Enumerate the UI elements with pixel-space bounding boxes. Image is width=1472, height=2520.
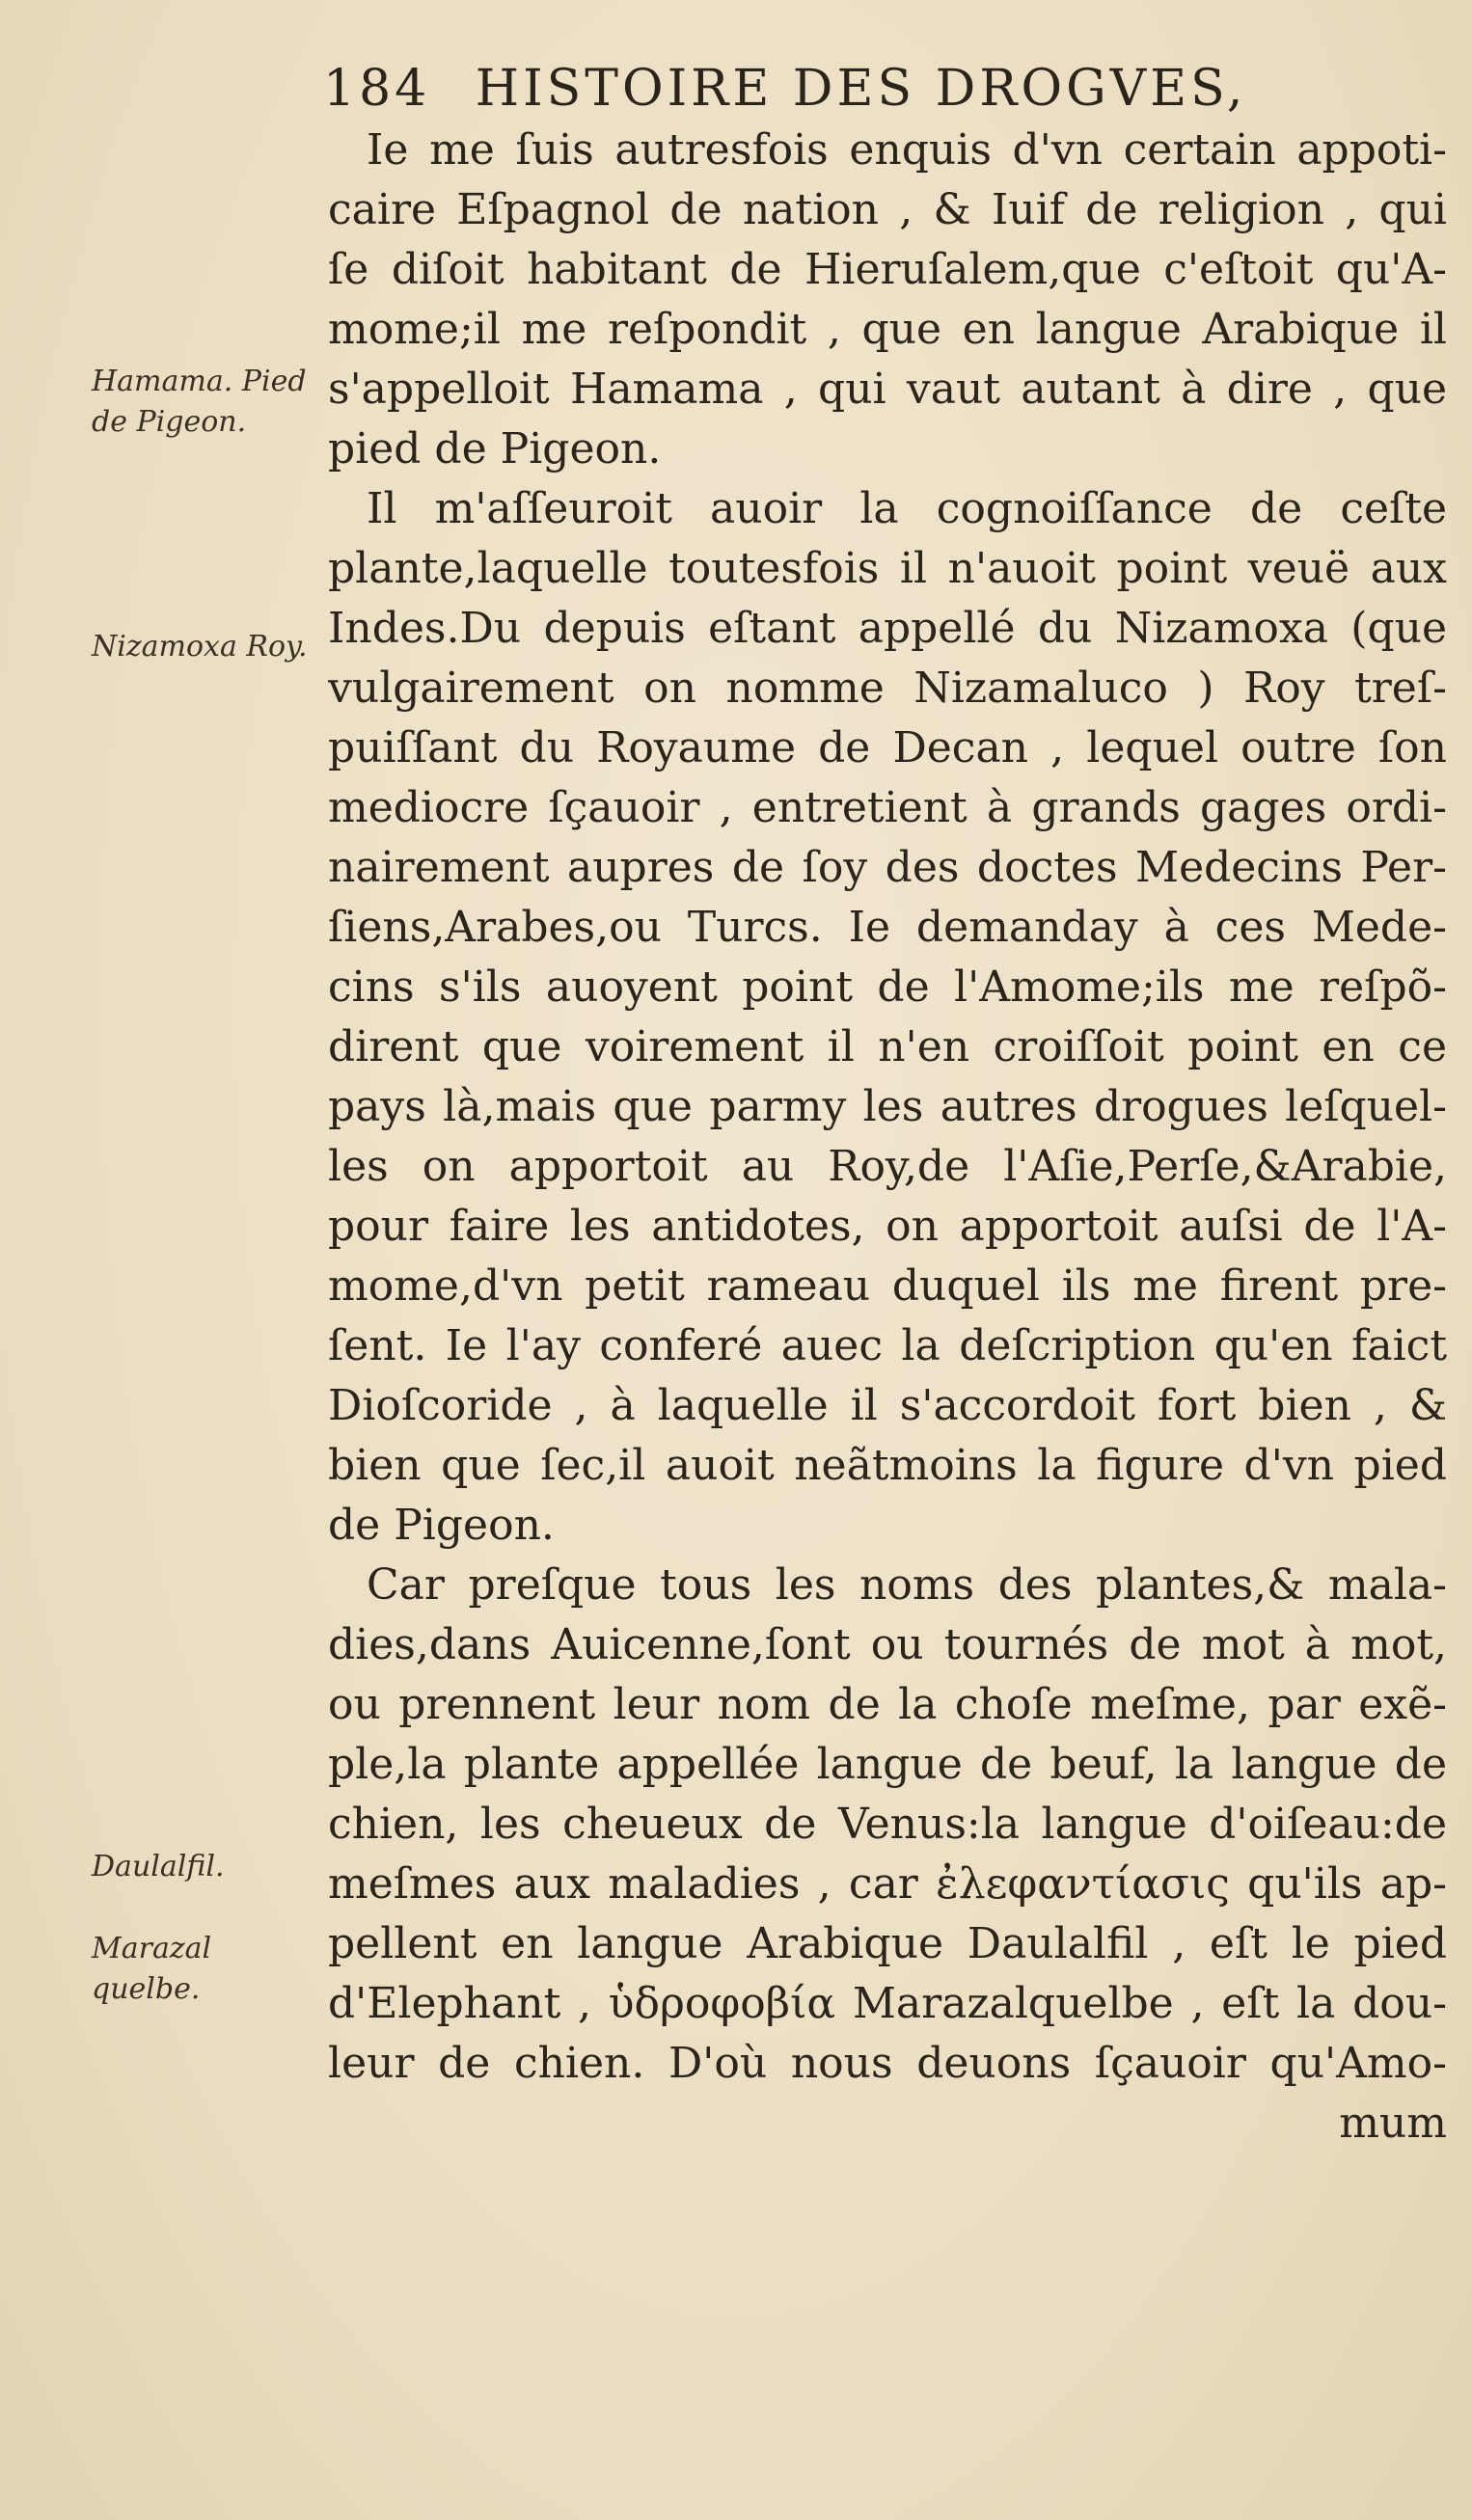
text-line: pays là,mais que parmy les autres drogues leſquel- <box>328 1082 1447 1131</box>
text-line: ple,la plante appellée langue de beuf, la langue de <box>328 1740 1447 1789</box>
text-line: ou prennent leur nom de la choſe meſme, par exẽ- <box>328 1680 1447 1729</box>
margin-note: Marazal quelbe. <box>92 1932 212 2006</box>
margin-note: Daulalfil. <box>92 1850 225 1883</box>
text-line: caire Eſpagnol de nation , & Iuif de religion , qui <box>328 185 1447 234</box>
text-line: mome;il me reſpondit , que en langue Arabique il <box>328 305 1447 354</box>
text-line: Indes.Du depuis eſtant appellé du Nizamoxa (que <box>328 604 1447 653</box>
text-line: pellent en langue Arabique Daulalfil , eſt le pied <box>328 1919 1447 1968</box>
text-line: mome,d'vn petit rameau duquel ils me firent pre- <box>328 1261 1447 1311</box>
text-line: ſiens,Arabes,ou Turcs. Ie demanday à ces Mede- <box>328 903 1447 952</box>
running-title: HISTOIRE DES DROGVES, <box>475 60 1247 118</box>
text-line: puiſſant du Royaume de Decan , lequel outre ſon <box>328 723 1447 772</box>
text-line: vulgairement on nomme Nizamaluco ) Roy treſ- <box>328 664 1447 713</box>
catchword: mum <box>1339 2099 1447 2148</box>
text-line: ſe diſoit habitant de Hieruſalem,que c'eſtoit qu'A- <box>328 245 1447 294</box>
text-line: Ie me ſuis autresfois enquis d'vn certain appoti- <box>367 125 1447 175</box>
text-line: les on apportoit au Roy,de l'Aſie,Perſe,&Arabie, <box>328 1142 1447 1191</box>
running-header <box>323 60 1423 118</box>
text-line: Dioſcoride , à laquelle il s'accordoit fort bien , & <box>328 1381 1447 1430</box>
text-line: Car preſque tous les noms des plantes,& mala- <box>367 1560 1447 1610</box>
text-line: plante,laquelle toutesfois il n'auoit point veuë aux <box>328 544 1447 593</box>
text-line: ſent. Ie l'ay conferé auec la deſcription qu'en faict <box>328 1321 1447 1370</box>
body-text <box>328 121 1447 2154</box>
margin-note: Hamama. Pied de Pigeon. <box>92 365 307 439</box>
text-line: bien que ſec,il auoit neãtmoins la figure d'vn pied <box>328 1441 1447 1490</box>
text-line: dirent que voirement il n'en croiſſoit point en ce <box>328 1022 1447 1071</box>
margin-note: Nizamoxa Roy. <box>92 630 308 664</box>
text-line: cins s'ils auoyent point de l'Amome;ils me reſpõ- <box>328 962 1447 1012</box>
text-line: nairement aupres de ſoy des doctes Medecins Per- <box>328 843 1447 892</box>
text-line: leur de chien. D'où nous deuons ſçauoir qu'Amo- <box>328 2039 1447 2088</box>
text-line: mediocre ſçauoir , entretient à grands gages ordi- <box>328 783 1447 832</box>
text-line: pour faire les antidotes, on apportoit auſsi de l'A- <box>328 1202 1447 1251</box>
text-line: de Pigeon. <box>328 1501 555 1550</box>
page-number: 184 <box>323 60 431 118</box>
text-line: d'Elephant , ὑδροφοβία Marazalquelbe , eſt la dou- <box>328 1979 1447 2028</box>
text-line: meſmes aux maladies , car ἐλεφαντίασις qu'ils ap- <box>328 1859 1447 1909</box>
text-line: dies,dans Auicenne,ſont ou tournés de mot à mot, <box>328 1620 1447 1669</box>
text-line: pied de Pigeon. <box>328 424 662 474</box>
text-line: chien, les cheueux de Venus:la langue d'oiſeau:de <box>328 1800 1447 1849</box>
text-line: s'appelloit Hamama , qui vaut autant à dire , que <box>328 365 1447 414</box>
text-line: Il m'aſſeuroit auoir la cognoiſſance de ceſte <box>367 484 1447 533</box>
